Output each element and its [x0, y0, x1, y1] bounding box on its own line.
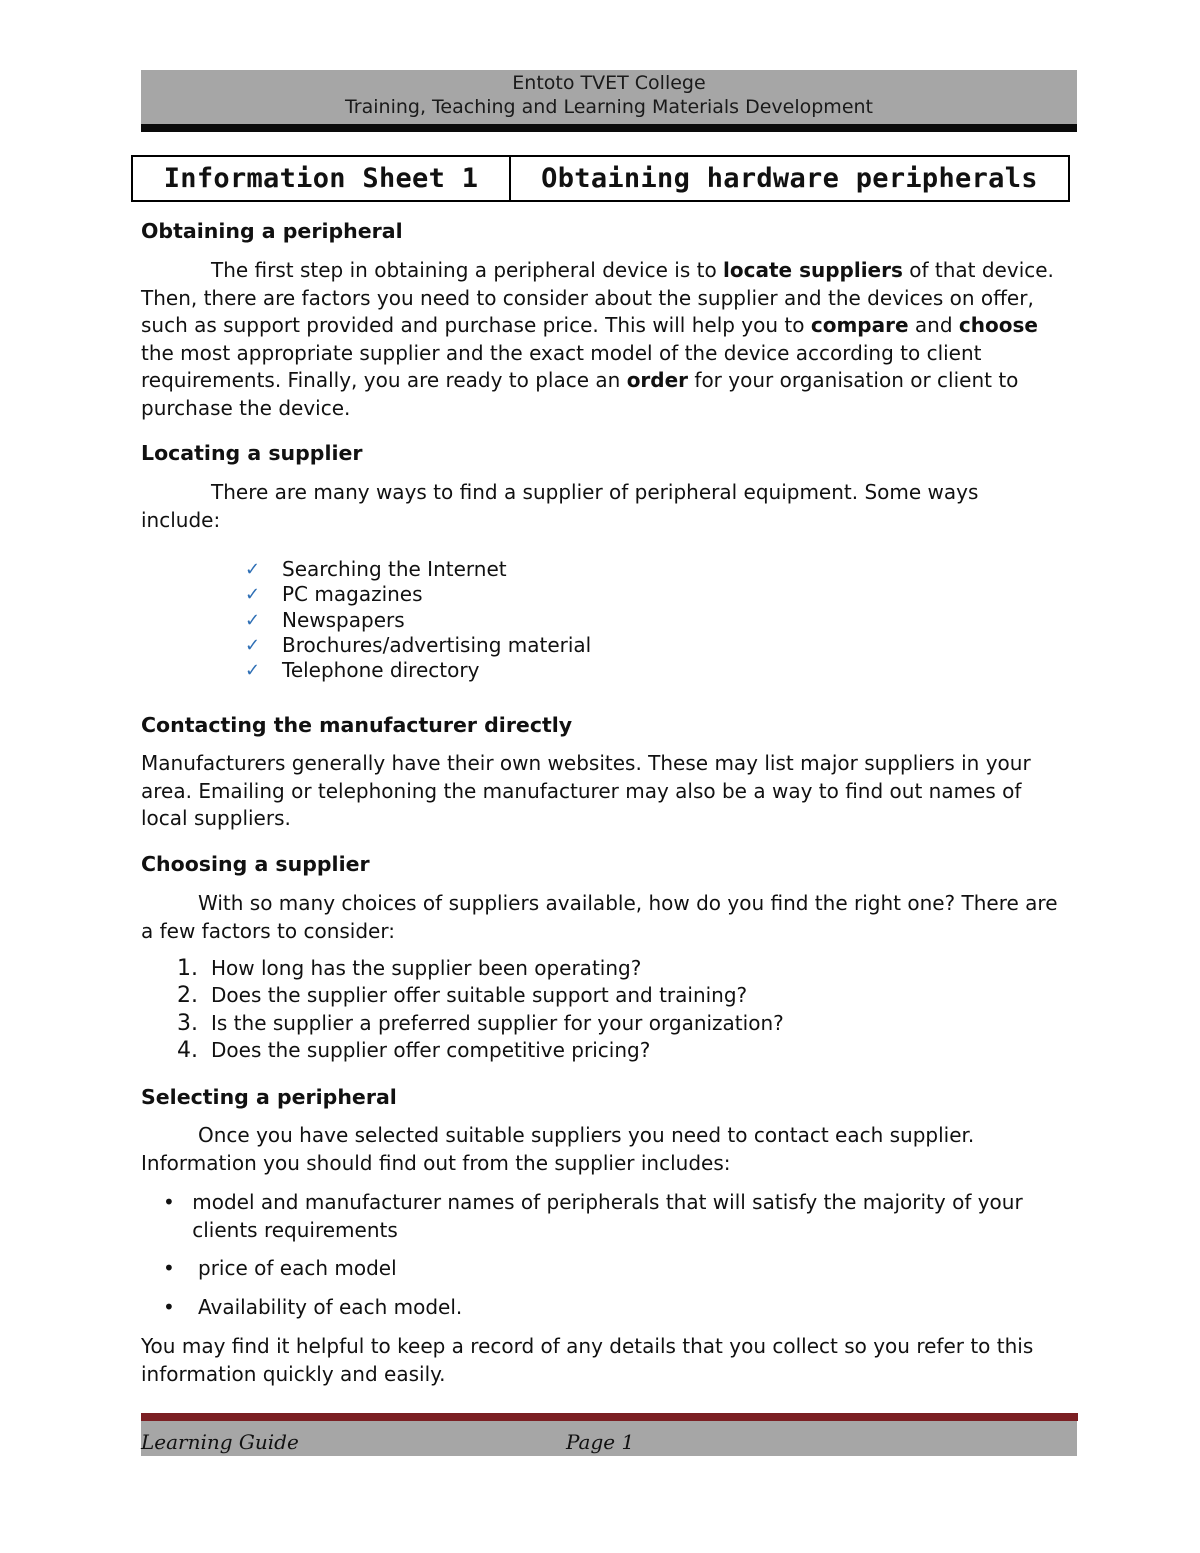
- footer-page-number: Page 1: [566, 1430, 635, 1454]
- sheet-title: Obtaining hardware peripherals: [541, 163, 1038, 194]
- list-item: [177, 955, 784, 982]
- text-run: the most appropriate supplier and the exact model of the device according to client requirements. Finally, you are ready to place an: [141, 340, 982, 392]
- checkmark-icon: ✓: [245, 634, 261, 656]
- paragraph-choosing: With so many choices of suppliers available, how do you find the right one? There are a few factors to consider:: [141, 891, 1058, 943]
- emphasis-order: order: [626, 368, 689, 392]
- list-item: [245, 557, 591, 582]
- text-run: for your organisation or client to purchase the device.: [141, 368, 1019, 420]
- list-item-text: How long has the supplier been operating?: [211, 956, 642, 980]
- list-item-text: Does the supplier offer competitive pricing?: [211, 1037, 651, 1062]
- footer-rule: [141, 1413, 1078, 1421]
- list-item-text: Is the supplier a preferred supplier for your organization?: [211, 1010, 784, 1035]
- list-item: [245, 608, 591, 633]
- paragraph-locating: There are many ways to find a supplier of peripheral equipment. Some ways include:: [141, 480, 979, 532]
- header-rule: [141, 124, 1077, 132]
- list-item-text: Brochures/advertising material: [282, 632, 592, 657]
- bullet-dot-icon: •: [163, 1294, 175, 1319]
- list-item-text: price of each model: [198, 1256, 397, 1280]
- list-item: [245, 633, 591, 658]
- checkmark-icon: ✓: [245, 584, 261, 606]
- list-item: [245, 658, 591, 683]
- paragraph-selecting: Once you have selected suitable suppliers you need to contact each supplier. Information you should find out from the supplier includes:: [141, 1123, 975, 1175]
- header-college-name: Entoto TVET College: [512, 72, 706, 94]
- list-item-text: Telephone directory: [282, 658, 480, 683]
- list-item-text: PC magazines: [282, 582, 423, 607]
- supplier-info-list: [163, 1189, 1063, 1332]
- emphasis-locate-suppliers: locate suppliers: [723, 258, 903, 282]
- header-department: Training, Teaching and Learning Materials Development: [344, 96, 873, 118]
- page-footer: [141, 1421, 1077, 1456]
- heading-selecting: Selecting a peripheral: [141, 1085, 397, 1109]
- text-run: of that device. Then, there are factors you need to consider about the supplier and the devices on offer, such as support provided and purchase price. This will help you to: [141, 258, 1054, 337]
- list-item-text: Availability of each model.: [198, 1294, 463, 1319]
- emphasis-choose: choose: [958, 313, 1038, 337]
- heading-locating: Locating a supplier: [141, 441, 363, 465]
- bullet-dot-icon: •: [163, 1256, 175, 1280]
- list-item: [163, 1294, 1063, 1322]
- list-item-text: Searching the Internet: [282, 557, 507, 581]
- list-number: 3.: [177, 1010, 198, 1036]
- list-item: [177, 1037, 784, 1064]
- checkmark-icon: ✓: [245, 660, 261, 682]
- heading-choosing: Choosing a supplier: [141, 852, 370, 876]
- list-item-text: Newspapers: [282, 607, 405, 632]
- list-item-text: Does the supplier offer suitable support and training?: [211, 983, 748, 1008]
- paragraph-obtaining: [141, 257, 1061, 422]
- list-item: [177, 1010, 784, 1037]
- list-number: 4.: [177, 1037, 198, 1063]
- list-item-text: model and manufacturer names of peripherals that will satisfy the majority of your clients requirements: [192, 1190, 1023, 1242]
- checkmark-icon: ✓: [245, 609, 261, 631]
- heading-contacting: Contacting the manufacturer directly: [141, 713, 573, 737]
- page-header: [141, 70, 1077, 125]
- title-table: [131, 155, 1070, 202]
- footer-guide-label: Learning Guide: [141, 1430, 299, 1454]
- supplier-sources-list: [245, 557, 591, 683]
- text-run: and: [908, 313, 959, 337]
- emphasis-compare: compare: [810, 313, 909, 337]
- heading-obtaining: Obtaining a peripheral: [141, 219, 403, 243]
- list-item: [177, 982, 784, 1009]
- checkmark-icon: ✓: [245, 559, 261, 580]
- sheet-number: Information Sheet 1: [133, 157, 511, 200]
- list-item: [163, 1255, 1063, 1283]
- list-item: [163, 1189, 1063, 1244]
- paragraph-closing: You may find it helpful to keep a record of any details that you collect so you refer to this information quickly and easily.: [141, 1334, 1034, 1386]
- list-item: [245, 582, 591, 607]
- supplier-factors-list: [177, 955, 784, 1064]
- bullet-dot-icon: •: [163, 1190, 175, 1214]
- text-run: The first step in obtaining a peripheral device is to: [211, 258, 724, 282]
- paragraph-contacting: Manufacturers generally have their own websites. These may list major suppliers in your area. Emailing or telephoning the manufacturer may also be a way to find out names of local suppliers.: [141, 751, 1031, 830]
- list-number: 2.: [177, 983, 198, 1009]
- list-number: 1.: [177, 956, 198, 981]
